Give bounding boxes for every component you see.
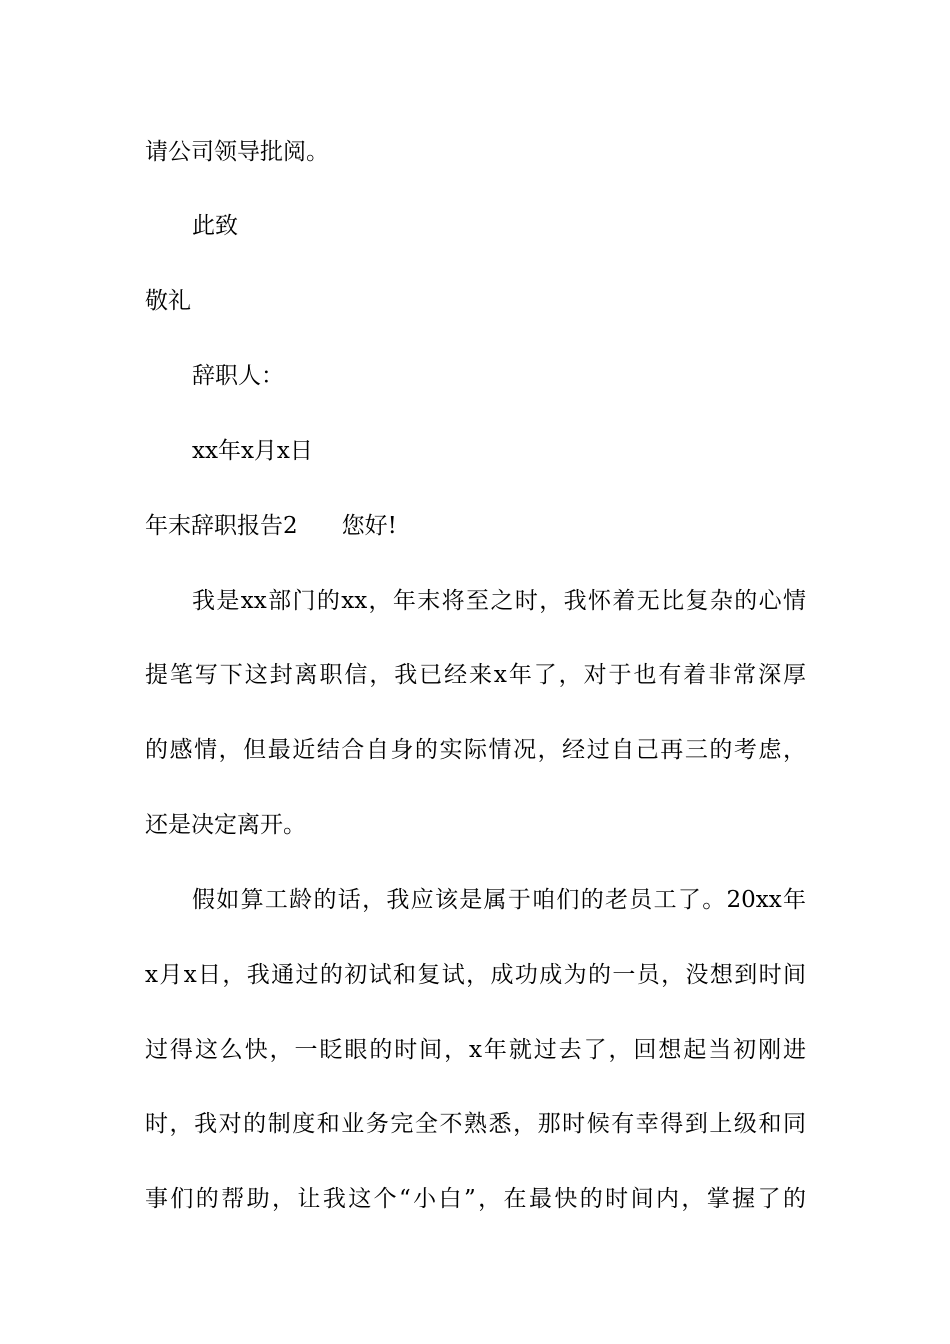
paragraph1-line: 提笔写下这封离职信，我已经来x年了，对于也有着非常深厚 xyxy=(145,662,806,688)
report-greeting: 您好! xyxy=(341,513,397,539)
signer-label: 辞职人： xyxy=(192,363,284,389)
report-heading-line xyxy=(145,511,397,541)
regards: 敬礼 xyxy=(145,288,191,314)
paragraph1-line: 还是决定离开。 xyxy=(145,812,306,838)
report-title: 年末辞职报告2 xyxy=(145,513,298,539)
salutation: 此致 xyxy=(192,213,238,239)
paragraph2-line: 过得这么快，一眨眼的时间，x年就过去了，回想起当初刚进 xyxy=(145,1037,806,1063)
date-line: xx年x月x日 xyxy=(192,438,313,464)
approval-line: 请公司领导批阅。 xyxy=(145,139,329,165)
paragraph2-line: 事们的帮助，让我这个“小白”，在最快的时间内，掌握了的 xyxy=(145,1186,806,1212)
paragraph1-line: 我是xx部门的xx，年末将至之时，我怀着无比复杂的心情 xyxy=(192,588,806,614)
paragraph2-line: 假如算工龄的话，我应该是属于咱们的老员工了。20xx年 xyxy=(192,887,806,913)
paragraph2-line: 时，我对的制度和业务完全不熟悉，那时候有幸得到上级和同 xyxy=(145,1111,806,1137)
paragraph2-line: x月x日，我通过的初试和复试，成功成为的一员，没想到时间 xyxy=(145,962,806,988)
paragraph1-line: 的感情，但最近结合自身的实际情况，经过自己再三的考虑， xyxy=(145,737,806,763)
